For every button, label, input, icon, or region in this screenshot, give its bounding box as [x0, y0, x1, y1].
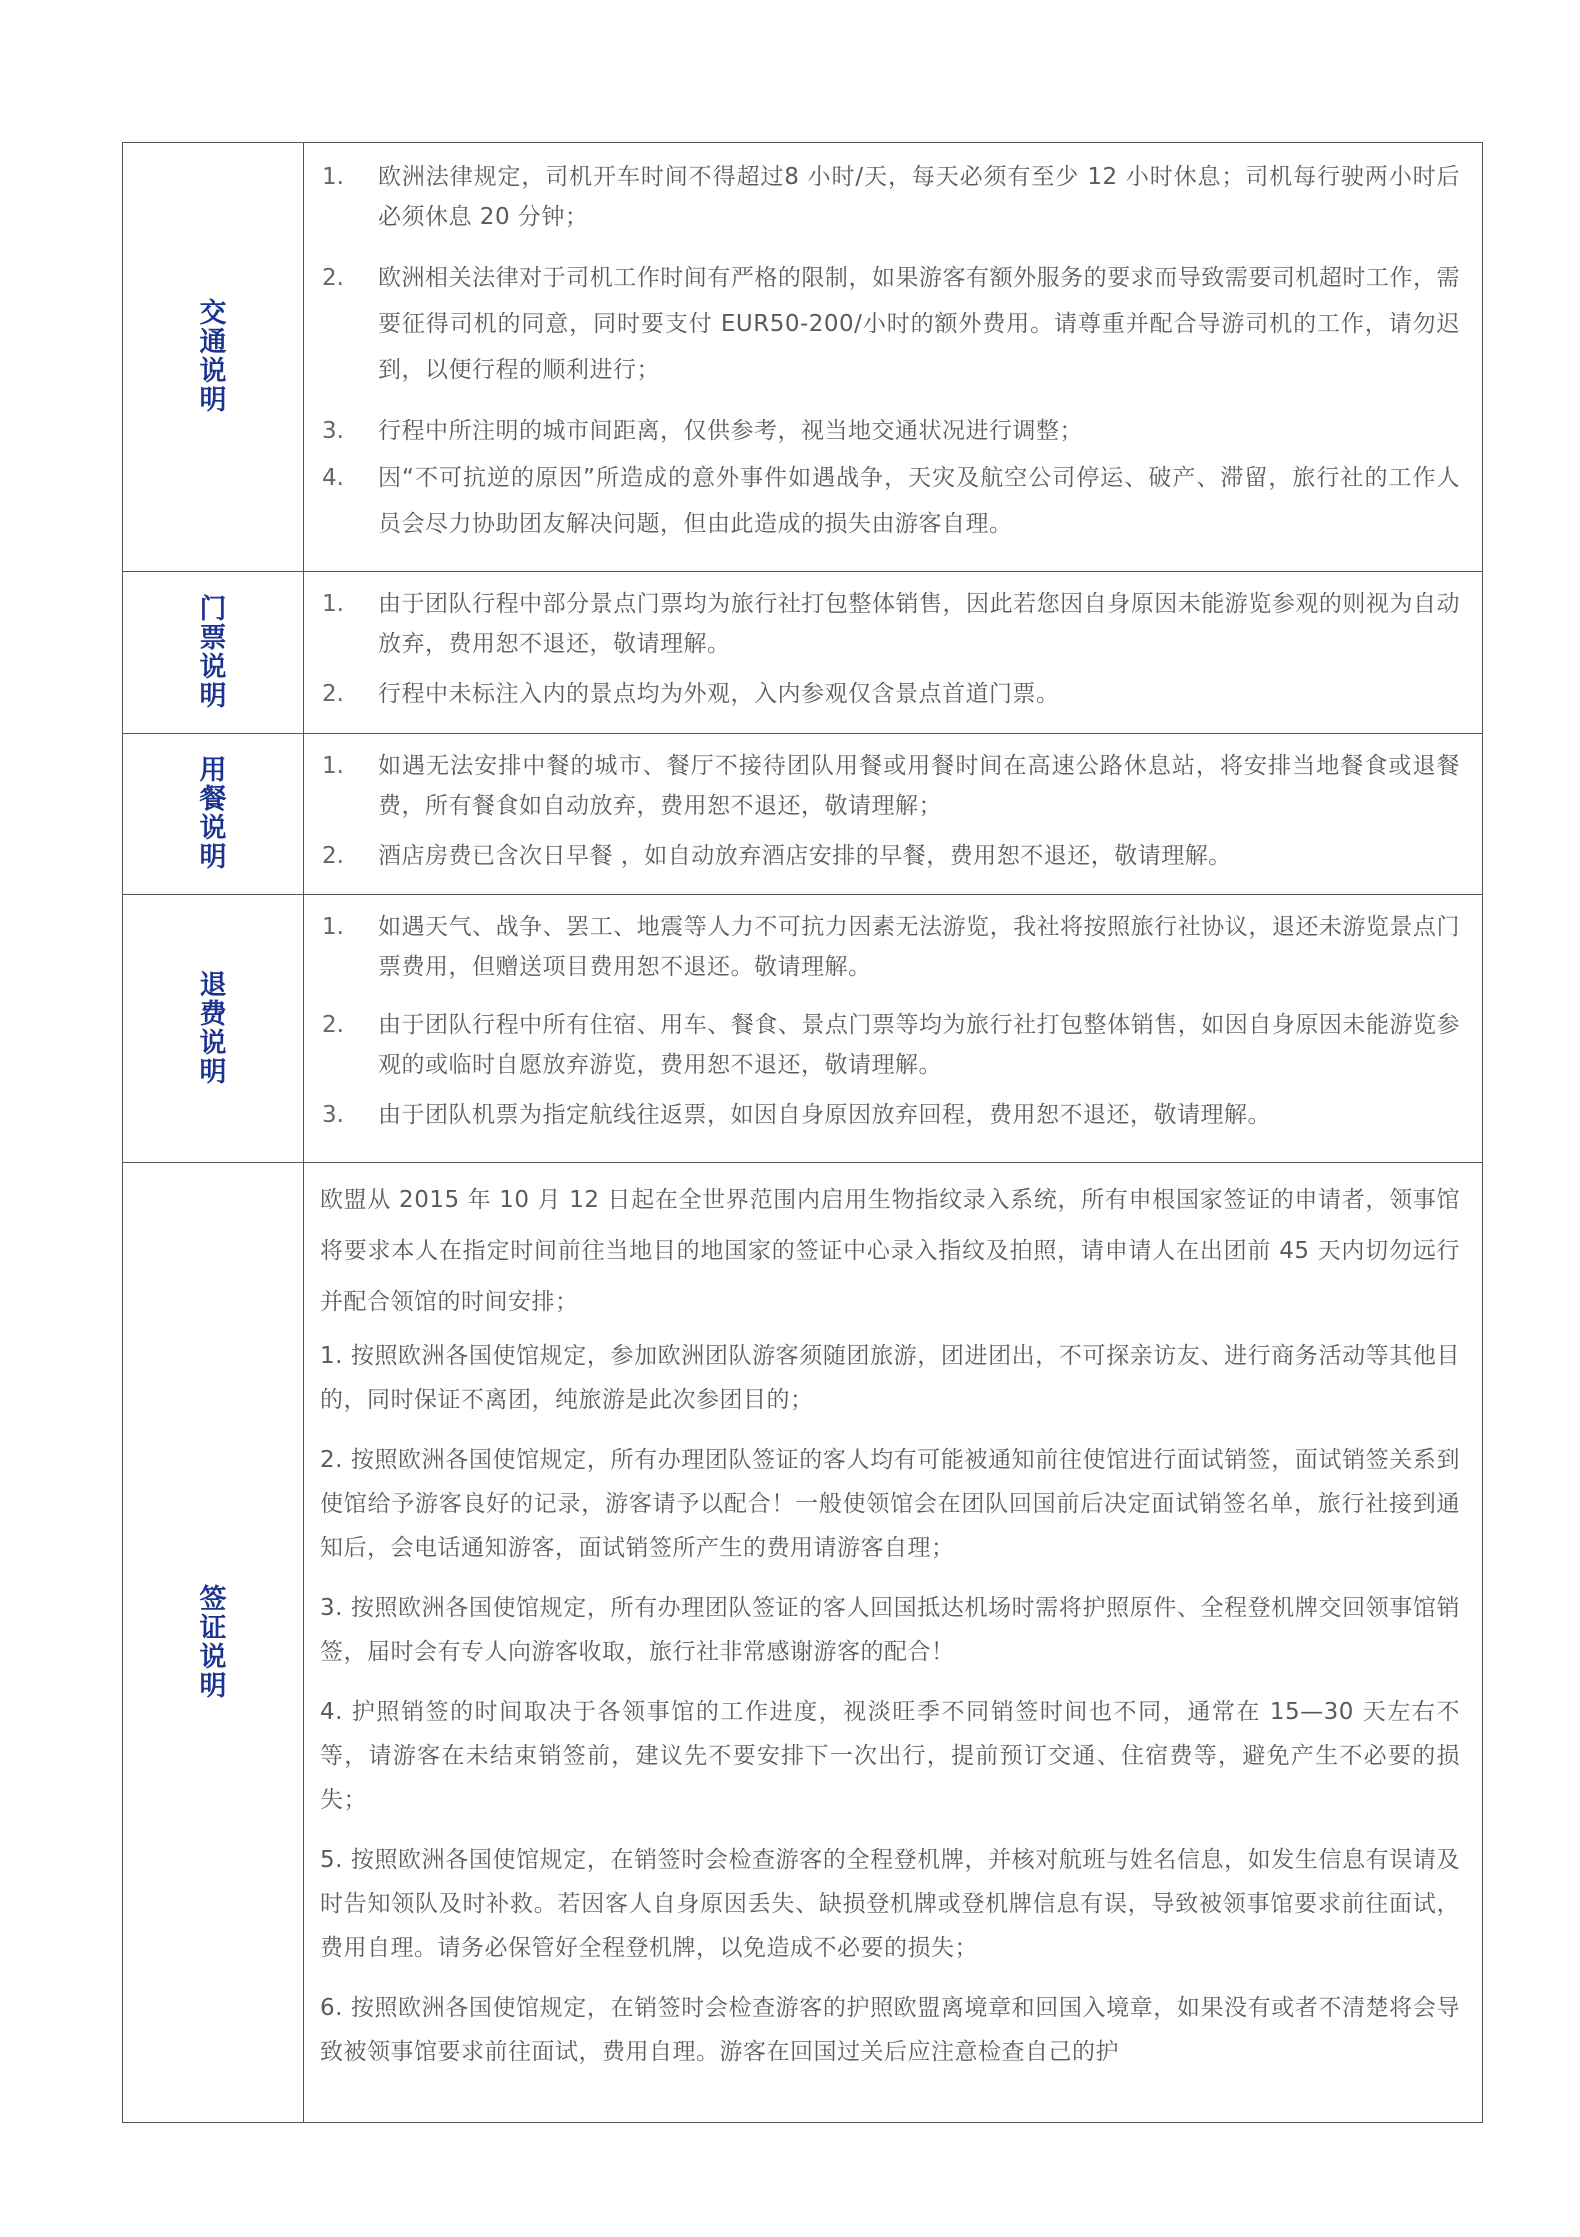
section-refunds	[123, 895, 1483, 1163]
item-text: 欧洲法律规定，司机开车时间不得超过8 小时/天，每天必须有至少 12 小时休息；司机每行驶两小时后必须休息 20 分钟；	[378, 164, 1460, 230]
section-label-cell	[123, 143, 304, 572]
section-content	[304, 572, 1483, 734]
item-number: 3.	[322, 1102, 344, 1128]
list-item	[322, 255, 1460, 393]
item-number: 1.	[322, 164, 344, 190]
list-item	[322, 746, 1460, 826]
visa-paragraph: 4. 护照销签的时间取决于各领事馆的工作进度，视淡旺季不同销签时间也不同，通常在 15—30 天左右不等，请游客在未结束销签前，建议先不要安排下一次出行，提前预订交通、住宿费等，避免产生不必要的损失；	[320, 1699, 1460, 1813]
item-text: 酒店房费已含次日早餐 ，如自动放弃酒店安排的早餐，费用恕不退还，敬请理解。	[378, 843, 1232, 869]
section-tickets	[123, 572, 1483, 734]
section-label: 交通说明	[199, 298, 227, 416]
list-item	[322, 157, 1460, 237]
list-item	[322, 836, 1460, 876]
list-item	[322, 1095, 1460, 1135]
visa-paragraph: 3. 按照欧洲各国使馆规定，所有办理团队签证的客人回国抵达机场时需将护照原件、全程登机牌交回领事馆销签，届时会有专人向游客收取，旅行社非常感谢游客的配合！	[320, 1595, 1460, 1665]
section-meals	[123, 734, 1483, 895]
section-label-cell	[123, 734, 304, 895]
section-label-cell	[123, 572, 304, 734]
visa-paragraph: 5. 按照欧洲各国使馆规定，在销签时会检查游客的全程登机牌，并核对航班与姓名信息，如发生信息有误请及时告知领队及时补救。若因客人自身原因丢失、缺损登机牌或登机牌信息有误，导致被领事馆要求前往面试，费用自理。请务必保管好全程登机牌，以免造成不必要的损失；	[320, 1847, 1460, 1961]
item-text: 如遇无法安排中餐的城市、餐厅不接待团队用餐或用餐时间在高速公路休息站，将安排当地餐食或退餐费，所有餐食如自动放弃，费用恕不退还，敬请理解；	[378, 753, 1460, 819]
item-number: 1.	[322, 591, 344, 617]
item-text: 行程中未标注入内的景点均为外观，入内参观仅含景点首道门票。	[378, 681, 1060, 707]
item-number: 3.	[322, 418, 344, 444]
item-text: 由于团队行程中所有住宿、用车、餐食、景点门票等均为旅行社打包整体销售，如因自身原因未能游览参观的或临时自愿放弃游览，费用恕不退还，敬请理解。	[378, 1012, 1460, 1078]
section-label-cell	[123, 895, 304, 1163]
list-item	[322, 1005, 1460, 1085]
item-text: 由于团队机票为指定航线往返票，如因自身原因放弃回程，费用恕不退还，敬请理解。	[378, 1102, 1271, 1128]
section-label: 签证说明	[199, 1583, 227, 1702]
list-item	[322, 584, 1460, 664]
section-label: 门票说明	[199, 593, 227, 712]
section-label-cell	[123, 1163, 304, 2123]
list-item	[322, 455, 1460, 547]
item-number: 1.	[322, 753, 344, 779]
item-text: 如遇天气、战争、罢工、地震等人力不可抗力因素无法游览，我社将按照旅行社协议，退还未游览景点门票费用，但赠送项目费用恕不退还。敬请理解。	[378, 914, 1460, 980]
item-number: 2.	[322, 681, 344, 707]
visa-paragraph: 1. 按照欧洲各国使馆规定，参加欧洲团队游客须随团旅游，团进团出，不可探亲访友、进行商务活动等其他目的，同时保证不离团，纯旅游是此次参团目的；	[320, 1343, 1460, 1413]
list-item	[322, 411, 1460, 451]
section-content	[304, 143, 1483, 572]
section-content	[304, 1163, 1483, 2123]
section-label: 退费说明	[199, 969, 227, 1088]
list-item	[322, 907, 1460, 987]
item-number: 2.	[322, 843, 344, 869]
item-text: 行程中所注明的城市间距离，仅供参考，视当地交通状况进行调整；	[378, 418, 1083, 444]
visa-intro: 欧盟从 2015 年 10 月 12 日起在全世界范围内启用生物指纹录入系统，所有申根国家签证的申请者，领事馆将要求本人在指定时间前往当地目的地国家的签证中心录入指纹及拍照，请申请人在出团前 45 天内切勿远行并配合领馆的时间安排；	[320, 1187, 1460, 1315]
visa-paragraph: 6. 按照欧洲各国使馆规定，在销签时会检查游客的护照欧盟离境章和回国入境章，如果没有或者不清楚将会导致被领事馆要求前往面试，费用自理。游客在回国过关后应注意检查自己的护	[320, 1995, 1460, 2065]
item-number: 2.	[322, 265, 344, 291]
item-text: 由于团队行程中部分景点门票均为旅行社打包整体销售，因此若您因自身原因未能游览参观的则视为自动放弃，费用恕不退还，敬请理解。	[378, 591, 1460, 657]
list-item	[322, 674, 1460, 714]
section-visa	[123, 1163, 1483, 2123]
item-number: 4.	[322, 465, 344, 491]
item-text: 欧洲相关法律对于司机工作时间有严格的限制，如果游客有额外服务的要求而导致需要司机超时工作，需要征得司机的同意，同时要支付 EUR50-200/小时的额外费用。请尊重并配合导游司机的工作，请勿迟到，以便行程的顺利进行；	[378, 265, 1460, 383]
section-content	[304, 734, 1483, 895]
visa-paragraph: 2. 按照欧洲各国使馆规定，所有办理团队签证的客人均有可能被通知前往使馆进行面试销签，面试销签关系到使馆给予游客良好的记录，游客请予以配合！一般使领馆会在团队回国前后决定面试销签名单，旅行社接到通知后，会电话通知游客，面试销签所产生的费用请游客自理；	[320, 1447, 1460, 1561]
section-content	[304, 895, 1483, 1163]
section-label: 用餐说明	[199, 755, 227, 873]
notes-table	[122, 142, 1483, 2123]
item-number: 1.	[322, 914, 344, 940]
item-text: 因“不可抗逆的原因”所造成的意外事件如遇战争，天灾及航空公司停运、破产、滞留，旅行社的工作人员会尽力协助团友解决问题，但由此造成的损失由游客自理。	[378, 465, 1460, 537]
section-traffic	[123, 143, 1483, 572]
item-number: 2.	[322, 1012, 344, 1038]
